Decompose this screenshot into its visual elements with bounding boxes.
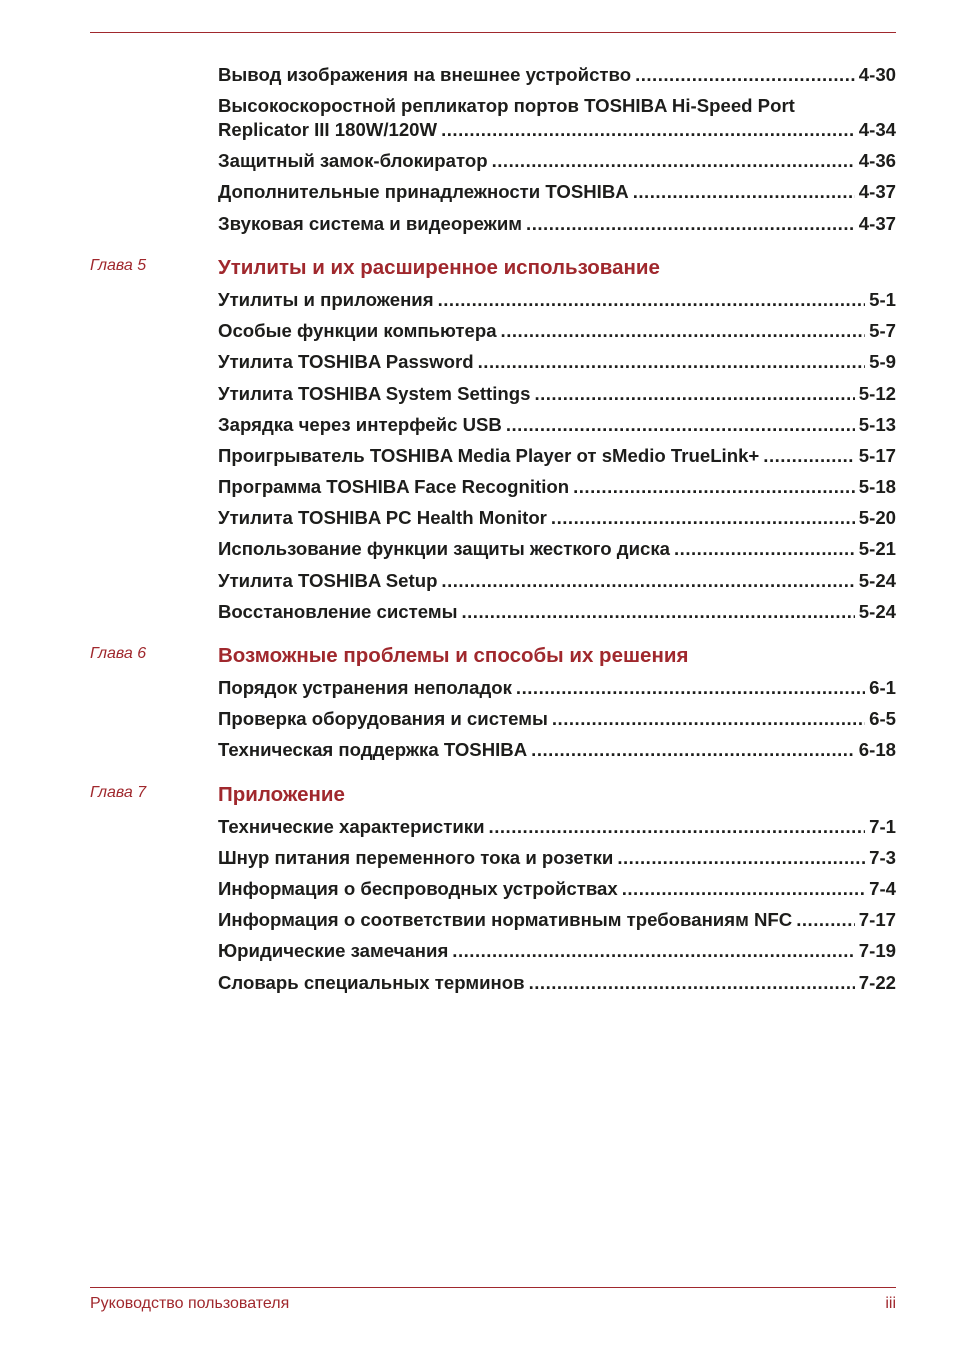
toc-entry[interactable] — [218, 537, 896, 561]
leader-dots — [551, 506, 855, 530]
toc-entry[interactable] — [218, 506, 896, 530]
toc-entry-page: 5-20 — [858, 507, 896, 528]
leader-dots — [635, 63, 855, 87]
toc-entry-title: Вывод изображения на внешнее устройство — [218, 64, 632, 85]
toc-entry-page: 5-9 — [869, 351, 896, 372]
chapter-title[interactable]: Возможные проблемы и способы их решения — [218, 644, 689, 667]
leader-dots — [674, 537, 855, 561]
toc-entry-title: Утилита TOSHIBA Password — [218, 351, 474, 372]
toc-entry-title: Программа TOSHIBA Face Recognition — [218, 476, 570, 497]
toc-entry[interactable] — [218, 288, 896, 312]
toc-entry-title: Утилиты и приложения — [218, 289, 434, 310]
toc-entry[interactable] — [218, 846, 896, 870]
leader-dots — [506, 413, 855, 437]
header-rule — [90, 32, 896, 33]
toc-entry-title-line1: Высокоскоростной репликатор портов TOSHIBA Hi-Speed Port — [218, 95, 795, 116]
leader-dots — [622, 877, 865, 901]
toc-entry-page: 7-17 — [858, 909, 896, 930]
toc-entry[interactable] — [218, 413, 896, 437]
toc-entry-page: 6-5 — [869, 708, 896, 729]
toc-entry[interactable] — [218, 877, 896, 901]
leader-dots — [441, 569, 854, 593]
toc-entry-page: 6-1 — [869, 677, 896, 698]
toc-entry[interactable] — [218, 212, 896, 236]
toc-entry-title: Юридические замечания — [218, 940, 449, 961]
leader-dots — [534, 382, 854, 406]
toc-entry-page: 5-1 — [869, 289, 896, 310]
toc-entry[interactable] — [218, 707, 896, 731]
leader-dots — [552, 707, 865, 731]
leader-dots — [489, 815, 866, 839]
leader-dots — [441, 118, 855, 142]
toc-entry-title: Дополнительные принадлежности TOSHIBA — [218, 181, 629, 202]
toc-entry-title: Особые функции компьютера — [218, 320, 497, 341]
toc-entry-title: Информация о беспроводных устройствах — [218, 878, 618, 899]
toc-entry[interactable] — [218, 939, 896, 963]
toc-entry-title: Шнур питания переменного тока и розетки — [218, 847, 614, 868]
leader-dots — [573, 475, 855, 499]
toc-entry-title: Утилита TOSHIBA System Settings — [218, 383, 531, 404]
toc-entry[interactable] — [218, 971, 896, 995]
leader-dots — [501, 319, 866, 343]
toc-entry-page: 4-37 — [858, 213, 896, 234]
toc-entry[interactable] — [218, 149, 896, 173]
toc-entry-page: 5-7 — [869, 320, 896, 341]
toc-entry-title: Проверка оборудования и системы — [218, 708, 548, 729]
toc-entry-title: Использование функции защиты жесткого диска — [218, 538, 671, 559]
toc-entry-page: 5-12 — [858, 383, 896, 404]
toc-entry-page: 6-18 — [858, 739, 896, 760]
leader-dots — [452, 939, 854, 963]
toc-entry-page: 4-34 — [858, 119, 896, 140]
toc-entry-title: Словарь специальных терминов — [218, 972, 525, 993]
footer-page-number: iii — [885, 1295, 896, 1312]
toc-entry-title: Зарядка через интерфейс USB — [218, 414, 502, 435]
toc-entry[interactable] — [218, 319, 896, 343]
chapter-label: Глава 6 — [90, 645, 147, 662]
leader-dots — [526, 212, 855, 236]
toc-entry[interactable] — [218, 63, 896, 87]
toc-entry-page: 5-13 — [858, 414, 896, 435]
toc-entry[interactable] — [218, 569, 896, 593]
leader-dots — [617, 846, 865, 870]
leader-dots — [531, 738, 855, 762]
toc-entry[interactable] — [218, 738, 896, 762]
footer-rule — [90, 1287, 896, 1288]
toc-entry-title: Порядок устранения неполадок — [218, 677, 512, 698]
toc-entry-page: 4-36 — [858, 150, 896, 171]
leader-dots — [516, 676, 865, 700]
toc-entry-page: 5-18 — [858, 476, 896, 497]
chapter-label: Глава 7 — [90, 784, 147, 801]
toc-entry-page: 4-30 — [858, 64, 896, 85]
toc-entry[interactable] — [218, 676, 896, 700]
chapter-title[interactable]: Утилиты и их расширенное использование — [218, 256, 660, 279]
toc-entry-page: 5-24 — [858, 601, 896, 622]
toc-entry-title: Защитный замок-блокиратор — [218, 150, 488, 171]
toc-entry-title: Утилита TOSHIBA PC Health Monitor — [218, 507, 547, 528]
toc-entry[interactable] — [218, 444, 896, 468]
toc-entry[interactable] — [218, 382, 896, 406]
toc-entry-title: Утилита TOSHIBA Setup — [218, 570, 438, 591]
toc-entry-title: Информация о соответствии нормативным требованиям NFC — [218, 909, 793, 930]
toc-entry[interactable] — [218, 908, 896, 932]
leader-dots — [478, 350, 866, 374]
toc-entry-page: 5-24 — [858, 570, 896, 591]
footer-manual-title: Руководство пользователя — [90, 1295, 290, 1312]
toc-entry-page: 4-37 — [858, 181, 896, 202]
toc-entry[interactable] — [218, 94, 896, 142]
toc-entry-title: Восстановление системы — [218, 601, 458, 622]
leader-dots — [438, 288, 866, 312]
toc-entry-page: 7-3 — [869, 847, 896, 868]
toc-entry-page: 7-22 — [858, 972, 896, 993]
toc-entry[interactable] — [218, 600, 896, 624]
toc-entry-page: 5-17 — [858, 445, 896, 466]
toc-entry-page: 5-21 — [858, 538, 896, 559]
leader-dots — [633, 180, 855, 204]
leader-dots — [796, 908, 855, 932]
toc-entry[interactable] — [218, 180, 896, 204]
toc-entry[interactable] — [218, 350, 896, 374]
chapter-title[interactable]: Приложение — [218, 783, 345, 806]
leader-dots — [529, 971, 855, 995]
chapter-label: Глава 5 — [90, 257, 147, 274]
leader-dots — [461, 600, 854, 624]
leader-dots — [763, 444, 855, 468]
toc-entry-page: 7-19 — [858, 940, 896, 961]
toc-entry-title: Replicator III 180W/120W — [218, 119, 438, 140]
toc-entry-title: Звуковая система и видеорежим — [218, 213, 523, 234]
leader-dots — [492, 149, 855, 173]
toc-entry-title: Проигрыватель TOSHIBA Media Player от sMedio TrueLink+ — [218, 445, 760, 466]
toc-entry-title: Технические характеристики — [218, 816, 485, 837]
toc-entry-page: 7-1 — [869, 816, 896, 837]
toc-entry[interactable] — [218, 475, 896, 499]
toc-entry[interactable] — [218, 815, 896, 839]
toc-entry-title: Техническая поддержка TOSHIBA — [218, 739, 528, 760]
toc-entry-page: 7-4 — [869, 878, 896, 899]
